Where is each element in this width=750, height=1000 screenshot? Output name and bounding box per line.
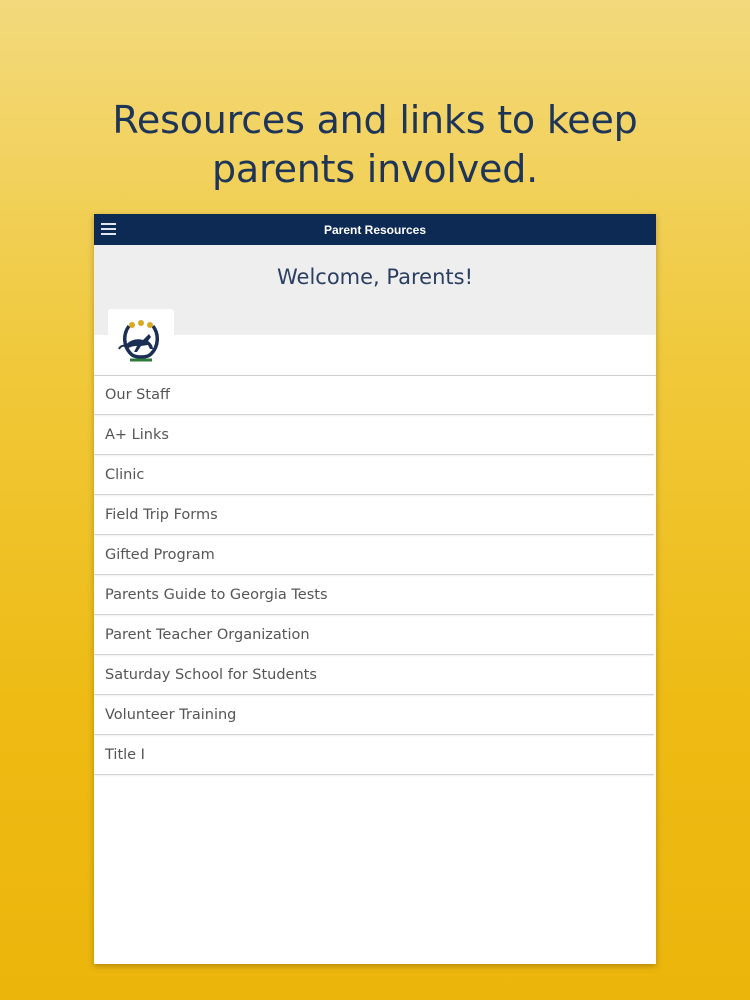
logo-strip — [94, 335, 656, 376]
promo-headline — [0, 96, 750, 194]
navbar — [94, 214, 656, 245]
hamburger-menu-icon[interactable] — [101, 223, 116, 236]
menu-item[interactable]: Our Staff — [94, 376, 654, 415]
menu-item[interactable]: Title I — [94, 736, 654, 775]
headline-line-1: Resources and links to keep — [112, 98, 638, 142]
menu-item[interactable]: Clinic — [94, 456, 654, 495]
app-screen — [94, 214, 656, 964]
welcome-banner — [94, 245, 656, 335]
menu-item[interactable]: Gifted Program — [94, 536, 654, 575]
resource-menu — [94, 376, 656, 775]
school-logo-icon — [108, 309, 174, 373]
nav-title: Parent Resources — [323, 222, 427, 237]
menu-item[interactable]: Field Trip Forms — [94, 496, 654, 535]
menu-item[interactable]: A+ Links — [94, 416, 654, 455]
menu-item[interactable]: Saturday School for Students — [94, 656, 654, 695]
menu-item[interactable]: Parents Guide to Georgia Tests — [94, 576, 654, 615]
menu-item[interactable]: Parent Teacher Organization — [94, 616, 654, 655]
menu-item[interactable]: Volunteer Training — [94, 696, 654, 735]
welcome-text: Welcome, Parents! — [277, 265, 473, 289]
headline-line-2: parents involved. — [211, 147, 539, 191]
